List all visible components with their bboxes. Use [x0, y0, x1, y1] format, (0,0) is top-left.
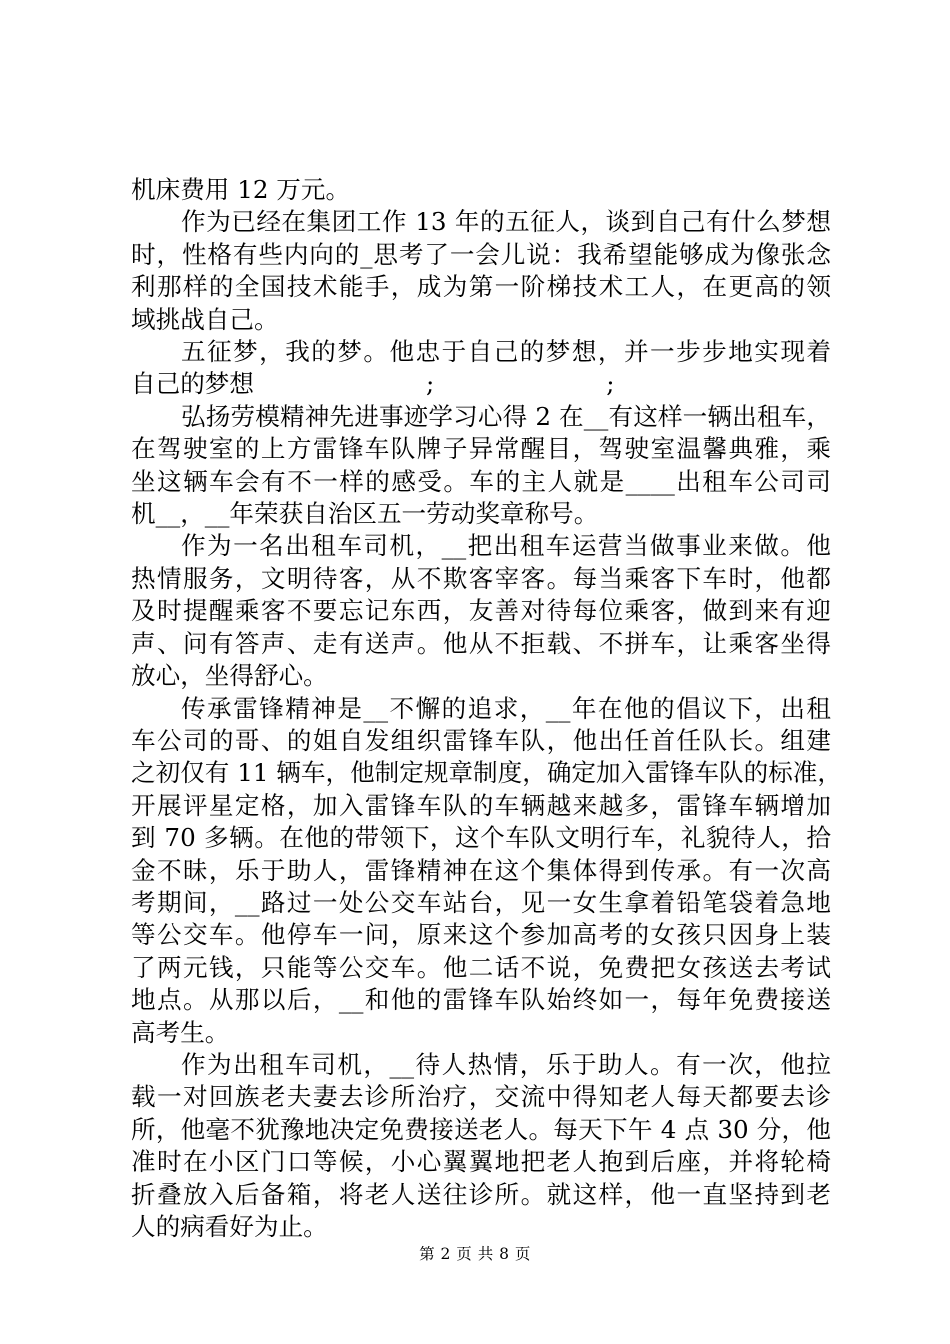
document-body — [131, 174, 842, 1243]
text-line: 金不昧，乐于助人，雷锋精神在这个集体得到传承。有一次高 — [131, 855, 831, 885]
text-line: 到 70 多辆。在他的带领下，这个车队文明行车，礼貌待人，拾 — [131, 823, 831, 853]
page-number-label: 第 2 页 共 8 页 — [419, 1245, 531, 1263]
text-line: 作为出租车司机，__待人热情，乐于助人。有一次，他拉 — [181, 1049, 831, 1079]
text-line: 机__，__年荣获自治区五一劳动奖章称号。 — [131, 499, 599, 529]
paragraph-7 — [131, 1049, 831, 1243]
text-line: 坐这辆车会有不一样的感受。车的主人就是____出租车公司司 — [131, 466, 831, 496]
paragraph-6 — [131, 693, 842, 1049]
text-line: 准时在小区门口等候，小心翼翼地把老人抱到后座，并将轮椅 — [131, 1147, 831, 1177]
text-line: 域挑战自己。 — [131, 304, 279, 334]
text-line: 了两元钱，只能等公交车。他二话不说，免费把女孩送去考试 — [131, 952, 831, 982]
text-line: 作为已经在集团工作 13 年的五征人，谈到自己有什么梦想 — [181, 207, 831, 237]
text-line: 折叠放入后备箱，将老人送往诊所。就这样，他一直坚持到老 — [131, 1179, 831, 1209]
text-line: 车公司的哥、的姐自发组织雷锋车队，他出任首任队长。组建 — [131, 725, 831, 755]
text-line: 载一对回族老夫妻去诊所治疗，交流中得知老人每天都要去诊 — [131, 1082, 831, 1112]
text-line: 地点。从那以后，__和他的雷锋车队始终如一，每年免费接送 — [131, 985, 831, 1015]
text-line: 考期间，__路过一处公交车站台，见一女生拿着铅笔袋着急地 — [131, 887, 831, 917]
text-line: 五征梦，我的梦。他忠于自己的梦想，并一步步地实现着 — [181, 337, 831, 367]
paragraph-1 — [131, 174, 831, 206]
text-line: 所，他毫不犹豫地决定免费接送老人。每天下午 4 点 30 分，他 — [131, 1114, 831, 1144]
paragraph-2 — [131, 206, 831, 336]
text-line: 放心，坐得舒心。 — [131, 661, 328, 691]
text-line: 在驾驶室的上方雷锋车队牌子异常醒目，驾驶室温馨典雅，乘 — [131, 434, 831, 464]
text-line: 声、问有答声、走有送声。他从不拒载、不拼车，让乘客坐得 — [131, 628, 831, 658]
text-line: 等公交车。他停车一问，原来这个参加高考的女孩只因身上装 — [131, 920, 831, 950]
text-line: 开展评星定格，加入雷锋车队的车辆越来越多，雷锋车辆增加 — [131, 790, 831, 820]
text-line: 时，性格有些内向的_思考了一会儿说：我希望能够成为像张念 — [131, 239, 831, 269]
text-line: 之初仅有 11 辆车，他制定规章制度，确定加入雷锋车队的标准， — [131, 758, 842, 788]
paragraph-5 — [131, 530, 831, 692]
text-line: 机床费用 12 万元。 — [131, 175, 351, 204]
text-line: 及时提醒乘客不要忘记东西，友善对待每位乘客，做到来有迎 — [131, 596, 831, 626]
text-line: 作为一名出租车司机，__把出租车运营当做事业来做。他 — [181, 531, 831, 561]
text-line: 人的病看好为止。 — [131, 1212, 328, 1241]
text-line: 弘扬劳模精神先进事迹学习心得 2 在__有这样一辆出租车， — [181, 401, 831, 431]
paragraph-3 — [131, 336, 831, 401]
text-line: 高考生。 — [131, 1017, 230, 1047]
text-line: 自己的梦想 ; ; — [131, 369, 615, 399]
page-footer — [0, 1244, 950, 1264]
text-line: 热情服务，文明待客，从不欺客宰客。每当乘客下车时，他都 — [131, 563, 831, 593]
text-line: 传承雷锋精神是__不懈的追求，__年在他的倡议下，出租 — [181, 693, 831, 723]
text-line: 利那样的全国技术能手，成为第一阶梯技术工人，在更高的领 — [131, 272, 831, 302]
paragraph-4 — [131, 401, 831, 531]
